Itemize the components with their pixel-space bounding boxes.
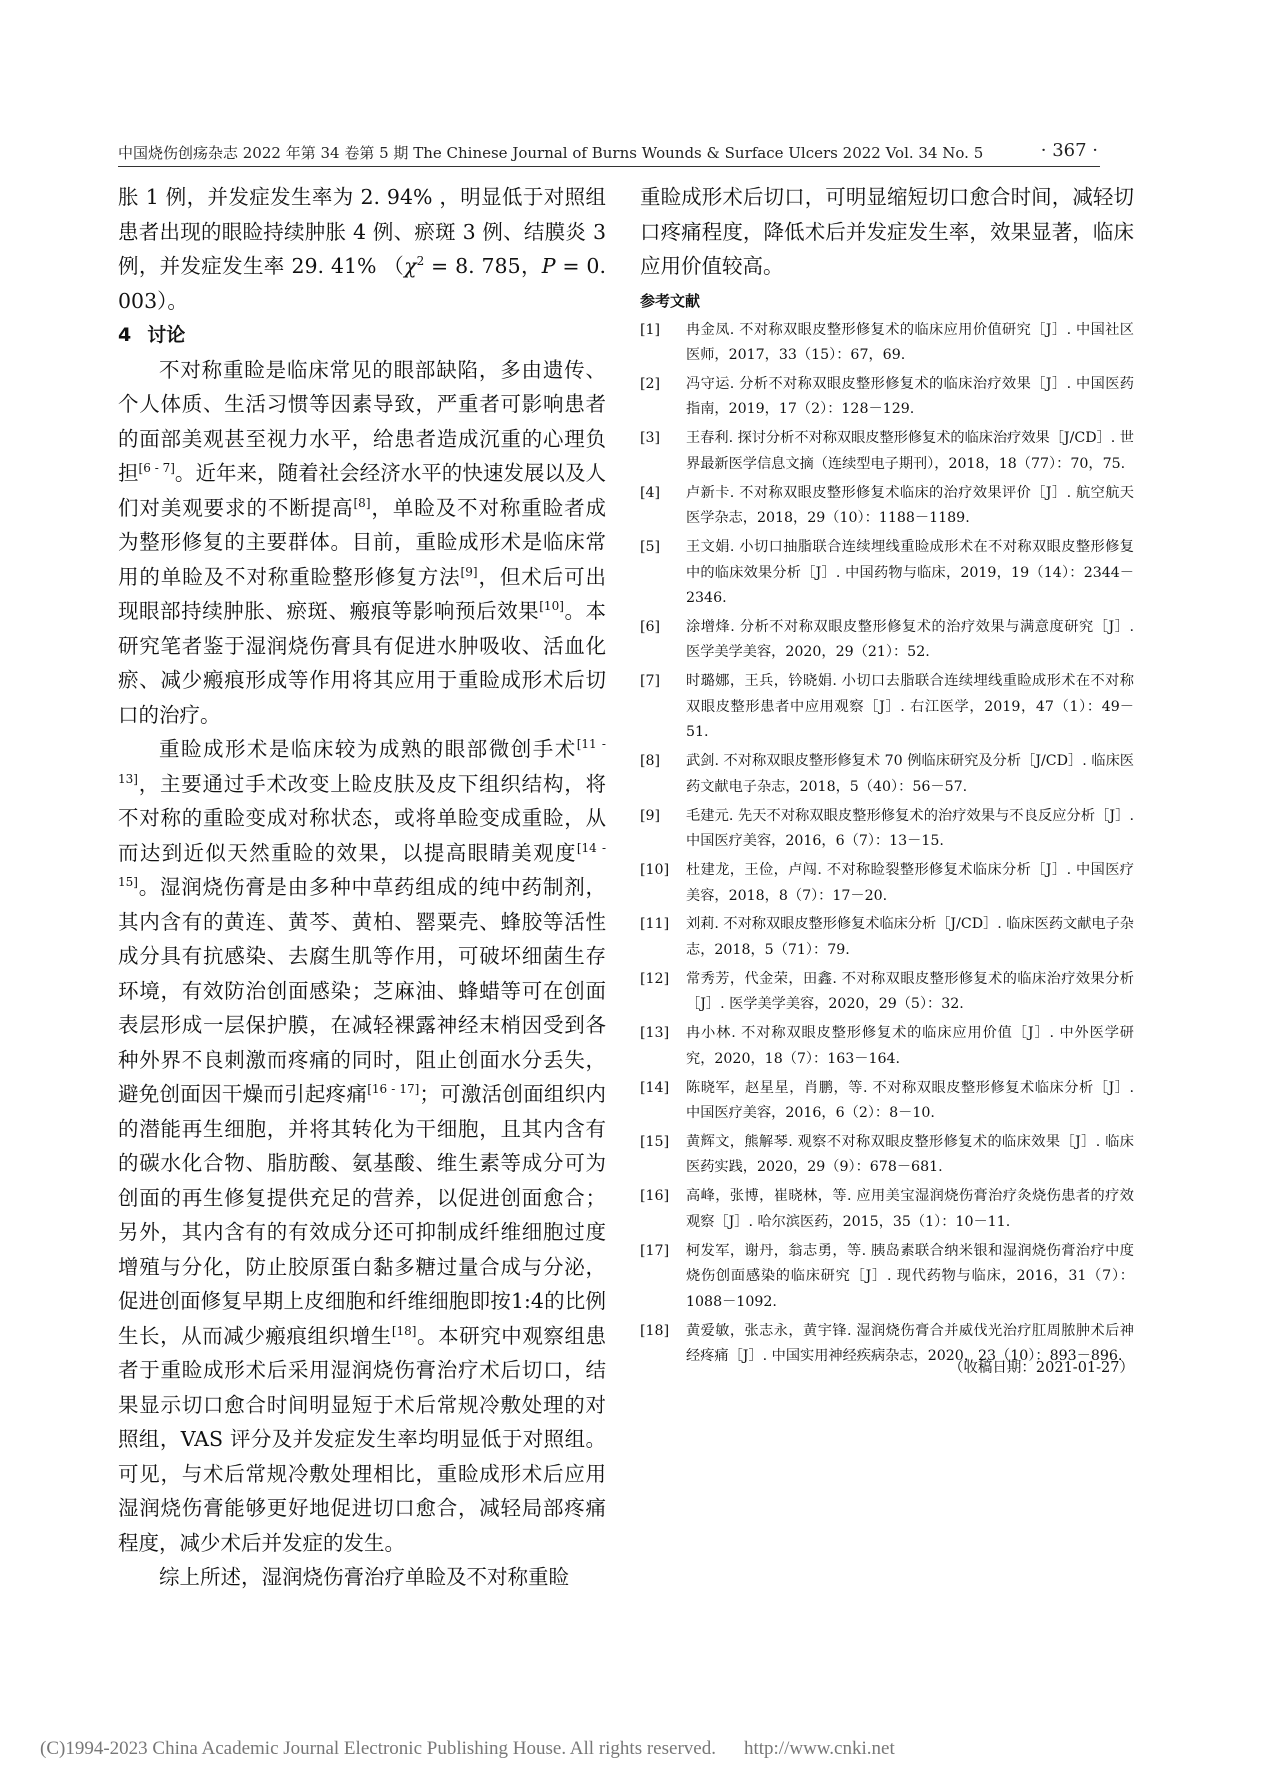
reference-number: [1]	[640, 321, 661, 338]
reference-text: 常秀芳，代金荣，田鑫. 不对称双眼皮整形修复术的临床治疗效果分析［J］. 医学美学美容，2020，29（5）：32.	[686, 970, 1134, 1013]
reference-number: [12]	[640, 970, 670, 987]
citation: [6 - 7]	[138, 461, 175, 476]
copyright-text: (C)1994-2023 China Academic Journal Electronic Publishing House. All rights reserved.	[40, 1738, 716, 1759]
citation: [11 - 13]	[118, 737, 606, 786]
section-number: 4	[118, 324, 132, 346]
reference-text: 刘莉. 不对称双眼皮整形修复术临床分析［J/CD］. 临床医药文献电子杂志，2018，5（71）：79.	[686, 916, 1134, 958]
reference-number: [15]	[640, 1133, 670, 1150]
reference-number: [7]	[640, 673, 661, 690]
reference-number: [8]	[640, 753, 661, 770]
reference-text: 冉小林. 不对称双眼皮整形修复术的临床应用价值［J］. 中外医学研究，2020，18（7）：163－164.	[686, 1025, 1134, 1067]
journal-title-en: The Chinese Journal of Burns Wounds & Surface Ulcers 2022 Vol. 34 No. 5	[413, 144, 984, 162]
reference-number: [18]	[640, 1322, 670, 1339]
reference-number: [9]	[640, 807, 661, 824]
reference-item	[640, 669, 1134, 746]
reference-text: 王春利. 探讨分析不对称双眼皮整形修复术的临床治疗效果［J/CD］. 世界最新医学信息文摘（连续型电子期刊），2018，18（77）：70，75.	[686, 430, 1134, 472]
reference-text: 毛建元. 先天不对称双眼皮整形修复术的治疗效果与不良反应分析［J］. 中国医疗美容，2016，6（7）：13－15.	[686, 807, 1134, 850]
reference-item	[640, 318, 1134, 369]
reference-number: [5]	[640, 539, 661, 556]
journal-title	[118, 142, 983, 163]
conclusion-paragraph-start: 综上所述，湿润烧伤膏治疗单睑及不对称重睑	[159, 1565, 569, 1589]
p-symbol: P	[541, 254, 556, 278]
reference-number: [10]	[640, 862, 670, 879]
left-column	[118, 180, 606, 1595]
reference-item	[640, 967, 1134, 1018]
reference-text: 卢新卡. 不对称双眼皮整形修复术临床的治疗效果评价［J］. 航空航天医学杂志，2018，29（10）：1188－1189.	[686, 484, 1134, 527]
reference-item	[640, 481, 1134, 532]
citation: [18]	[391, 1323, 417, 1338]
reference-item	[640, 1184, 1134, 1235]
citation: [16 - 17]	[367, 1082, 420, 1097]
journal-title-cn: 中国烧伤创疡杂志 2022 年第 34 卷第 5 期	[118, 144, 409, 162]
reference-text: 冯守运. 分析不对称双眼皮整形修复术的临床治疗效果［J］. 中国医药指南，2019，17（2）：128－129.	[686, 375, 1134, 418]
reference-number: [13]	[640, 1025, 670, 1042]
section-heading-discussion	[118, 318, 606, 353]
reference-text: 冉金凤. 不对称双眼皮整形修复术的临床应用价值研究［J］. 中国社区医师，2017，33（15）：67，69.	[686, 321, 1134, 363]
reference-item	[640, 749, 1134, 800]
reference-item	[640, 858, 1134, 909]
reference-item	[640, 912, 1134, 963]
reference-text: 涂增烽. 分析不对称双眼皮整形修复术的治疗效果与满意度研究［J］. 医学美学美容，2020，29（21）：52.	[686, 618, 1134, 661]
reference-item	[640, 1239, 1134, 1316]
reference-number: [6]	[640, 618, 661, 635]
reference-number: [4]	[640, 484, 661, 501]
citation: [9]	[460, 564, 478, 579]
reference-item	[640, 804, 1134, 855]
section-title: 讨论	[147, 324, 186, 346]
chi-exponent: 2	[416, 254, 425, 269]
reference-number: [17]	[640, 1242, 670, 1259]
page-number: · 367 ·	[1040, 140, 1098, 161]
citation: [10]	[539, 599, 564, 614]
reference-text: 陈晓军，赵星星，肖鹏，等. 不对称双眼皮整形修复术临床分析［J］. 中国医疗美容，2016，6（2）：8－10.	[686, 1079, 1134, 1122]
discussion-paragraph-2: 重睑成形术是临床较为成熟的眼部微创手术[11 - 13]，主要通过手术改变上睑皮肤及皮下组织结构，将不对称的重睑变成对称状态，或将单睑变成重睑，从而达到近似天然重睑的效果，以提高眼睛美观度[14 - 15]。湿润烧伤膏是由多种中草药组成的纯中药制剂，其内含有的黄连、黄芩、黄柏、罂粟壳、蜂胶等活性成分具有抗感染、去腐生肌等作用，可破坏细菌生存环境，有效防治创面感染；芝麻油、蜂蜡等可在创面表层形成一层保护膜，在减轻裸露神经末梢因受到各种外界不良刺激而疼痛的同时，阻止创面水分丢失，避免创面因干燥而引起疼痛[16 - 17]；可激活创面组织内的潜能再生细胞，并将其转化为干细胞，且其内含有的碳水化合物、脂肪酸、氨基酸、维生素等成分可为创面的再生修复提供充足的营养，以促进创面愈合；另外，其内含有的有效成分还可抑制成纤维细胞过度增殖与分化，防止胶原蛋白黏多糖过量合成与分泌，促进创面修复早期上皮细胞和纤维细胞即按1:4的比例生长，从而减少瘢痕组织增生[18]。本研究中观察组患者于重睑成形术后采用湿润烧伤膏治疗术后切口，结果显示切口愈合时间明显短于术后常规冷敷处理的对照组，VAS 评分及并发症发生率均明显低于对照组。可见，与术后常规冷敷处理相比，重睑成形术后应用湿润烧伤膏能够更好地促进切口愈合，减轻局部疼痛程度，减少术后并发症的发生。	[118, 737, 607, 1555]
footer-url[interactable]: http://www.cnki.net	[743, 1738, 895, 1759]
discussion-paragraph-1: 不对称重睑是临床常见的眼部缺陷，多由遗传、个人体质、生活习惯等因素导致，严重者可影响患者的面部美观甚至视力水平，给患者造成沉重的心理负担[6 - 7]。近年来，随着社会经济水平的快速发展以及人们对美观要求的不断提高[8]，单睑及不对称重睑者成为整形修复的主要群体。目前，重睑成形术是临床常用的单睑及不对称重睑整形修复方法[9]，但术后可出现眼部持续肿胀、瘀斑、瘢痕等影响预后效果[10]。本研究笔者鉴于湿润烧伤膏具有促进水肿吸收、活血化瘀、减少瘢痕形成等作用将其应用于重睑成形术后切口的治疗。	[118, 357, 607, 727]
running-header	[118, 140, 1098, 164]
reference-item	[640, 1021, 1134, 1072]
reference-item	[640, 372, 1134, 423]
reference-text: 柯发军，谢丹，翁志勇，等. 胰岛素联合纳米银和湿润烧伤膏治疗中度烧伤创面感染的临床研究［J］. 现代药物与临床，2016，31（7）：1088－1092.	[686, 1242, 1134, 1310]
reference-item	[640, 615, 1134, 666]
reference-list	[640, 318, 1134, 1370]
reference-item	[640, 535, 1134, 612]
citation: [14 - 15]	[118, 840, 606, 890]
reference-item	[640, 1076, 1134, 1127]
reference-text: 时璐娜，王兵，钤晓娟. 小切口去脂联合连续埋线重睑成形术在不对称双眼皮整形患者中应用观察［J］. 右江医学，2019，47（1）：49－51.	[686, 673, 1134, 741]
reference-number: [11]	[640, 916, 670, 933]
reference-text: 武剑. 不对称双眼皮整形修复术 70 例临床研究及分析［J/CD］. 临床医药文献电子杂志，2018，5（40）：56－57.	[686, 753, 1134, 795]
received-date: （收稿日期：2021-01-27）	[948, 1360, 1134, 1376]
reference-text: 杜建龙，王俭，卢闯. 不对称睑裂整形修复术临床分析［J］. 中国医疗美容，2018，8（7）：17－20.	[686, 862, 1134, 904]
references-heading: 参考文献	[640, 291, 701, 310]
reference-text: 黄辉文，熊解琴. 观察不对称双眼皮整形修复术的临床效果［J］. 临床医药实践，2020，29（9）：678－681.	[686, 1133, 1134, 1176]
header-rule	[118, 166, 1100, 167]
reference-number: [16]	[640, 1188, 670, 1205]
results-continuation-paragraph: 胀 1 例，并发症发生率为 2. 94% ，明显低于对照组患者出现的眼睑持续肿胀 4 例、瘀斑 3 例、结膜炎 3 例，并发症发生率 29. 41% （$\chi^2 = 8$. 785，P = 0. 003）。	[118, 185, 606, 313]
right-column	[640, 180, 1134, 1376]
chi-symbol: χ	[404, 254, 417, 278]
reference-number: [14]	[640, 1079, 670, 1096]
reference-number: [2]	[640, 375, 661, 392]
reference-item	[640, 1130, 1134, 1181]
citation: [8]	[353, 495, 371, 510]
reference-number: [3]	[640, 430, 661, 447]
copyright-footer	[40, 1738, 1240, 1760]
reference-text: 高峰，张博，崔晓林，等. 应用美宝湿润烧伤膏治疗灸烧伤患者的疗效观察［J］. 哈尔滨医药，2015，35（1）：10－11.	[686, 1188, 1134, 1230]
reference-text: 黄爱敏，张志永，黄宇锋. 湿润烧伤膏合并威伐光治疗肛周脓肿术后神经疼痛［J］. 中国实用神经疾病杂志，2020，23（10）：893－896.	[686, 1322, 1134, 1365]
reference-item	[640, 426, 1134, 477]
reference-text: 王文娟. 小切口抽脂联合连续埋线重睑成形术在不对称双眼皮整形修复中的临床效果分析［J］. 中国药物与临床，2019，19（14）：2344－2346.	[686, 539, 1134, 607]
conclusion-paragraph-continuation: 重睑成形术后切口，可明显缩短切口愈合时间，减轻切口疼痛程度，降低术后并发症发生率，效果显著，临床应用价值较高。	[640, 185, 1134, 278]
